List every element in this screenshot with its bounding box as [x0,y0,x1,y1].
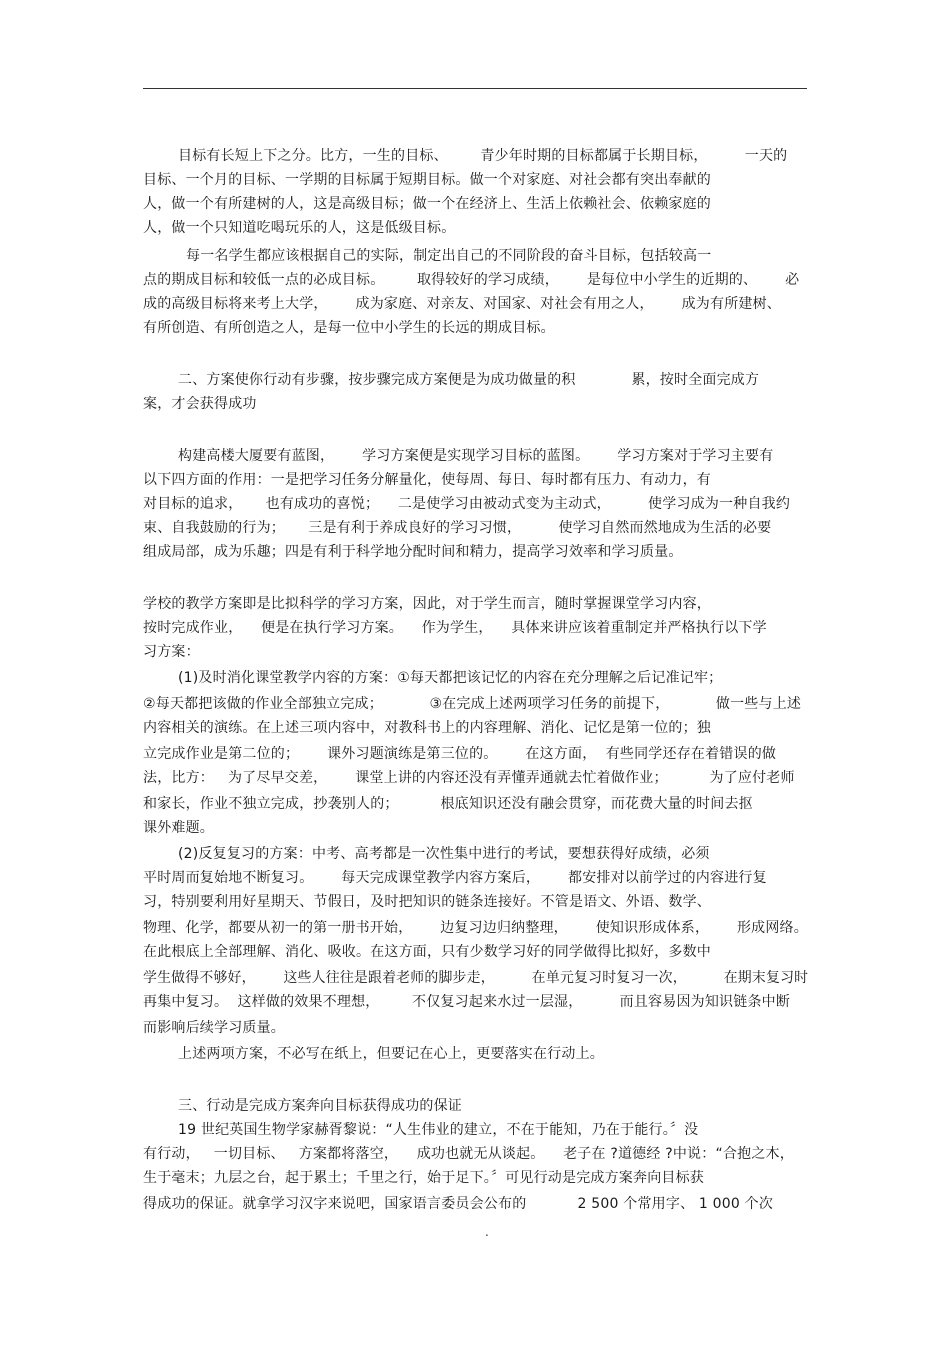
page-footer-mark: . [485,1225,489,1239]
text-line: ②每天都把该做的作业全部独立完成； ③在完成上述两项学习任务的前提下， 做一些与上述 [143,696,802,712]
text-line: 点的期成目标和较低一点的必成目标。 取得较好的学习成绩， 是每位中小学生的近期的、 必 [143,272,800,288]
section-heading: 三、行动是完成方案奔向目标获得成功的保证 [178,1098,462,1114]
text-line: 立完成作业是第二位的； 课外习题演练是第三位的。 在这方面， 有些同学还存在着错误的做 [143,746,777,762]
text-line: 和家长，作业不独立完成，抄袭别人的； 根底知识还没有融会贯穿，而花费大量的时间去抠 [143,796,753,812]
text-line: 上述两项方案，不必写在纸上，但要记在心上，更要落实在行动上。 [178,1046,604,1062]
text-line: 以下四方面的作用：一是把学习任务分解量化，使每周、每日、每时都有压力、有动力，有 [143,472,711,488]
section-heading: 二、方案使你行动有步骤，按步骤完成方案便是为成功做量的积 累，按时全面完成方 [178,372,760,388]
text-line: 而影响后续学习质量。 [143,1020,285,1036]
text-line: (1)及时消化课堂教学内容的方案：①每天都把该记忆的内容在充分理解之后记准记牢； [178,670,723,686]
text-line: 生于毫末；九层之台，起于累土；千里之行，始于足下。〞可见行动是完成方案奔向目标获 [143,1170,704,1186]
text-line: 平时周而复始地不断复习。 每天完成课堂教学内容方案后， 都安排对以前学过的内容进行复 [143,870,767,886]
text-line: 习，特别要利用好星期天、节假日，及时把知识的链条连接好。不管是语文、外语、数学、 [143,894,711,910]
text-line: 习方案： [143,644,200,660]
text-line: 物理、化学，都要从初一的第一册书开始， 边复习边归纳整理， 使知识形成体系， 形成网络。 [143,920,808,936]
text-line: 成的高级目标将来考上大学， 成为家庭、对亲友、对国家、对社会有用之人， 成为有所建树、 [143,296,781,312]
text-line: 法，比方： 为了尽早交差， 课堂上讲的内容还没有弄懂弄通就去忙着做作业； 为了应付老师 [143,770,795,786]
text-line: 对目标的追求， 也有成功的喜悦； 二是使学习由被动式变为主动式， 使学习成为一种自我约 [143,496,791,512]
text-line: 组成局部，成为乐趣；四是有利于科学地分配时间和精力，提高学习效率和学习质量。 [143,544,683,560]
header-rule [143,88,807,89]
text-line: 在此根底上全部理解、消化、吸收。在这方面，只有少数学习好的同学做得比拟好，多数中 [143,944,711,960]
text-line: 构建高楼大厦要有蓝图， 学习方案便是实现学习目标的蓝图。 学习方案对于学习主要有 [178,448,774,464]
section-heading: 案，才会获得成功 [143,396,257,412]
text-line: (2)反复复习的方案：中考、高考都是一次性集中进行的考试，要想获得好成绩，必须 [178,846,710,862]
text-line: 课外难题。 [143,820,214,836]
text-line: 有所创造、有所创造之人，是每一位中小学生的长远的期成目标。 [143,320,555,336]
text-line: 内容相关的演练。在上述三项内容中，对教科书上的内容理解、消化、记忆是第一位的；独 [143,720,711,736]
text-line: 按时完成作业， 便是在执行学习方案。 作为学生， 具体来讲应该着重制定并严格执行以下学 [143,620,767,636]
text-line: 束、自我鼓励的行为； 三是有利于养成良好的学习习惯， 使学习自然而然地成为生活的必要 [143,520,772,536]
text-line: 每一名学生都应该根据自己的实际，制定出自己的不同阶段的奋斗目标，包括较高一 [186,248,712,264]
text-line: 人，做一个只知道吃喝玩乐的人，这是低级目标。 [143,220,456,236]
text-line: 学校的教学方案即是比拟科学的学习方案，因此，对于学生而言，随时掌握课堂学习内容， [143,596,711,612]
text-line: 有行动， 一切目标、 方案都将落空， 成功也就无从谈起。 老子在 ?道德经 ?中说：“合抱之木， [143,1146,794,1162]
text-line: 再集中复习。 这样做的效果不理想， 不仅复习起来水过一层湿， 而且容易因为知识链条中断 [143,994,791,1010]
text-line: 目标有长短上下之分。比方，一生的目标、 青少年时期的目标都属于长期目标， 一天的 [178,148,788,164]
text-line: 学生做得不够好， 这些人往往是跟着老师的脚步走， 在单元复习时复习一次， 在期末复习时 [143,970,809,986]
text-line: 人，做一个有所建树的人，这是高级目标；做一个在经济上、生活上依赖社会、依赖家庭的 [143,196,711,212]
text-line: 目标、一个月的目标、一学期的目标属于短期目标。做一个对家庭、对社会都有突出奉献的 [143,172,711,188]
text-line: 19 世纪英国生物学家赫胥黎说：“人生伟业的建立，不在于能知，乃在于能行。〞没 [178,1122,699,1138]
text-line: 得成功的保证。就拿学习汉字来说吧，国家语言委员会公布的 2 500 个常用字、 1 000 个次 [143,1196,774,1212]
